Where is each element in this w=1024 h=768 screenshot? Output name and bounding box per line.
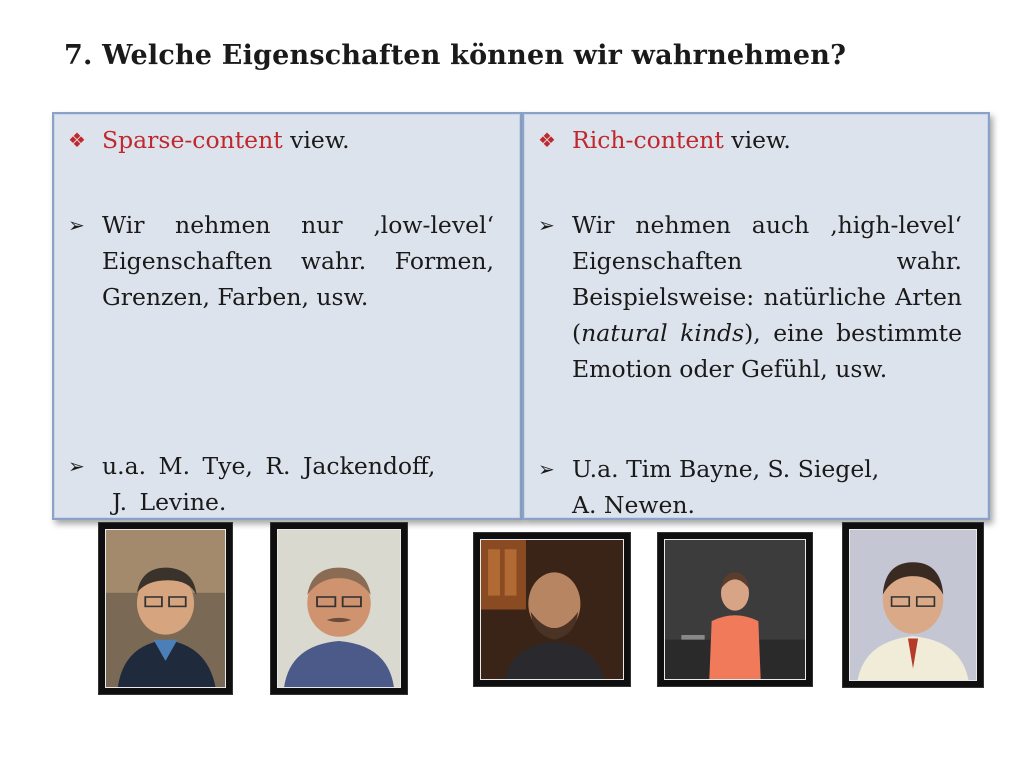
sparse-content-point-2 — [68, 448, 494, 520]
portrait-photo-5 — [843, 523, 983, 687]
arrow-bullet-icon: ➢ — [538, 457, 555, 481]
portrait-photo-1 — [99, 523, 232, 694]
point-text-italic: natural kinds — [581, 319, 745, 347]
rich-content-point-1 — [538, 207, 962, 387]
portrait-photo-2 — [271, 523, 407, 694]
arrow-bullet-icon: ➢ — [68, 213, 85, 237]
rich-content-heading — [538, 122, 962, 158]
point-text-b: ), eine bestimmte Emotion oder Gefühl, usw. — [572, 319, 962, 383]
diamond-bullet-icon: ❖ — [68, 128, 86, 152]
arrow-bullet-icon: ➢ — [538, 213, 555, 237]
authors-line-2: A. Newen. — [572, 491, 696, 519]
view-label: view. — [282, 126, 350, 154]
point-text: Wir nehmen nur ‚low-level‘ Eigenschaften wahr. Formen, Grenzen, Farben, usw. — [102, 211, 494, 311]
rich-content-point-2 — [538, 451, 962, 523]
sparse-content-label: Sparse-content — [102, 126, 283, 154]
authors-line-2: J. Levine. — [112, 488, 227, 516]
slide-title: 7. Welche Eigenschaften können wir wahrnehmen? — [64, 40, 847, 71]
point-text-a: Wir nehmen auch ‚high-level‘ Eigenschaften wahr. Beispielsweise: natürliche Arten ( — [572, 211, 962, 347]
rich-content-panel — [522, 112, 990, 520]
sparse-content-panel — [52, 112, 522, 520]
portrait-photo-3 — [474, 533, 630, 686]
sparse-content-heading — [68, 122, 494, 158]
view-label: view. — [723, 126, 791, 154]
rich-content-label: Rich-content — [572, 126, 724, 154]
portrait-photo-4 — [658, 533, 812, 686]
authors-line-1: u.a. M. Tye, R. Jackendoff, — [102, 452, 436, 480]
authors-line-1: U.a. Tim Bayne, S. Siegel, — [572, 455, 880, 483]
sparse-content-point-1 — [68, 207, 494, 315]
arrow-bullet-icon: ➢ — [68, 454, 85, 478]
diamond-bullet-icon: ❖ — [538, 128, 556, 152]
